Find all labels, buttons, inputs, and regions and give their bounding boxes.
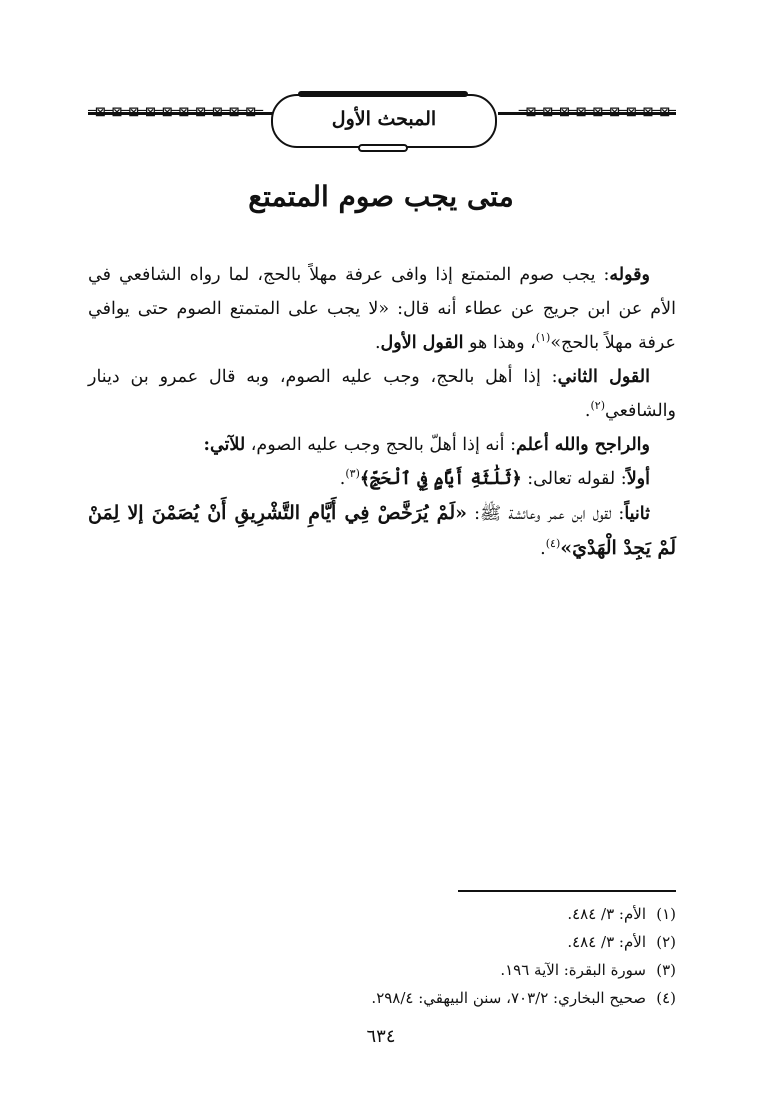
footnote-item <box>88 928 676 956</box>
paragraph-text: ، وهذا هو <box>463 333 536 353</box>
footnote-item <box>88 984 676 1012</box>
paragraph-2 <box>88 360 676 428</box>
page-number: ٦٣٤ <box>366 1026 396 1047</box>
paragraph-lead: وقوله <box>609 265 650 285</box>
paragraph-lead: والراجح والله أعلم <box>515 435 650 455</box>
footnote-item <box>88 956 676 984</box>
ornament-right: ═⊠═⊠═⊠═⊠═⊠═⊠═⊠═⊠═⊠═ <box>518 106 676 120</box>
footnote-text: الأم: ٣/ ٤٨٤. <box>567 905 646 923</box>
paragraph-end: . <box>374 333 381 353</box>
paragraph-end: . <box>584 401 591 421</box>
section-title: المبحث الأول <box>331 108 437 130</box>
paragraph-lead: ثانياً <box>624 504 650 524</box>
body-text <box>88 258 676 566</box>
paragraph-lead: أولاً <box>626 469 650 489</box>
paragraph-text: : إذا أهل بالحج، وجب عليه الصوم، وبه قال عمرو بن دينار والشافعي <box>88 367 676 421</box>
paragraph-end: . <box>540 539 546 559</box>
paragraph-lead: القول الثاني <box>557 367 650 387</box>
hadith-quote: «لَمْ يُرَخَّصْ فِي أَيَّامِ التَّشْرِيقِ أَنْ يُصَمْنَ إلا لِمَنْ لَمْ يَجِدْ الْهَدْيَ» <box>88 502 676 559</box>
footnote-number: (٤) <box>656 989 676 1007</box>
footnote-number: (١) <box>656 905 676 923</box>
paragraph-trail: للآتي: <box>203 435 246 455</box>
quran-verse: ﴿ثَلَٰثَةِ أَيَّامٍ فِي ٱلْحَجِّ﴾ <box>359 469 522 489</box>
paragraph-text: : يجب صوم المتمتع إذا وافى عرفة مهلاً بالحج، لما رواه الشافعي في الأم عن ابن جريج عن عطاء أنه قال: «لا يجب على المتمتع الصوم حتى يوافي عرفة مهلاً بالحج» <box>88 265 676 353</box>
footnote-number: (٢) <box>656 933 676 951</box>
footnote-text: سورة البقرة: الآية ١٩٦. <box>500 961 646 979</box>
footnote-separator <box>458 890 676 892</box>
footnote-text: صحيح البخاري: ٧٠٣/٢، سنن البيهقي: ٢٩٨/٤. <box>371 989 646 1007</box>
paragraph-text: : لقوله تعالى: <box>521 469 627 489</box>
frame-bottom-tab <box>358 144 408 152</box>
paragraph-1 <box>88 258 676 360</box>
footnotes <box>88 900 676 1012</box>
footnote-item <box>88 900 676 928</box>
footnote-ref: (١) <box>535 331 551 345</box>
paragraph-end: . <box>339 469 346 489</box>
paragraph-3 <box>88 428 676 462</box>
chapter-title: متى يجب صوم المتمتع <box>248 180 514 213</box>
section-header <box>88 94 676 154</box>
footnote-ref: (٤) <box>545 537 561 551</box>
conclusion-text: القول الأول <box>380 333 464 353</box>
footnote-ref: (٢) <box>590 399 606 413</box>
footnote-number: (٣) <box>656 961 676 979</box>
paragraph-4 <box>88 462 676 496</box>
paragraph-text: : لقول ابن عمر وعائشة ﷺ: <box>467 504 625 524</box>
ornament-left: ═⊠═⊠═⊠═⊠═⊠═⊠═⊠═⊠═⊠═⊠═ <box>88 106 263 120</box>
paragraph-text: : أنه إذا أهلّ بالحج وجب عليه الصوم، <box>245 435 516 455</box>
paragraph-5 <box>88 496 676 566</box>
frame-top-bar <box>298 91 468 97</box>
footnote-ref: (٣) <box>345 467 360 481</box>
footnote-text: الأم: ٣/ ٤٨٤. <box>567 933 646 951</box>
